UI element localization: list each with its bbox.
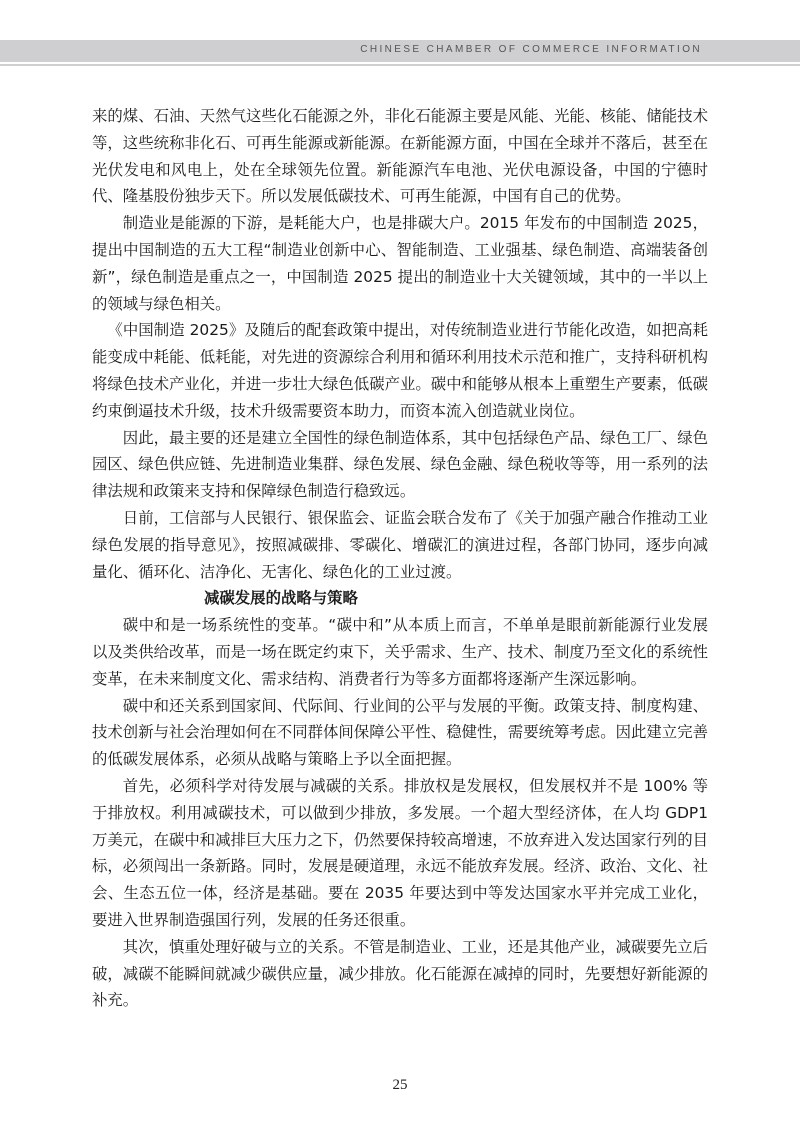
paragraph-3: 《中国制造 2025》及随后的配套政策中提出，对传统制造业进行节能化改造，如把高耗能变成中耗能、低耗能，对先进的资源综合利用和循环利用技术示范和推广，支持科研机构将绿色技术产业化，并进一步壮大绿色低碳产业。碳中和能够从根本上重塑生产要素，低碳约束倒逼技术升级，技术升级需要资本助力，而资本流入创造就业岗位。 bbox=[92, 321, 708, 420]
article-body bbox=[92, 103, 708, 1014]
paragraph-4: 因此，最主要的还是建立全国性的绿色制造体系，其中包括绿色产品、绿色工厂、绿色园区、绿色供应链、先进制造业集群、绿色发展、绿色金融、绿色税收等等，用一系列的法律法规和政策来支持和保障绿色制造行稳致远。 bbox=[92, 428, 708, 501]
paragraph-6: 碳中和是一场系统性的变革。“碳中和”从本质上而言，不单单是眼前新能源行业发展以及类供给改革，而是一场在既定约束下，关乎需求、生产、技术、制度乃至文化的系统性变革，在未来制度文化、需求结构、消费者行为等多方面都将逐渐产生深远影响。 bbox=[92, 616, 708, 688]
paragraph-1: 来的煤、石油、天然气这些化石能源之外，非化石能源主要是风能、光能、核能、储能技术等，这些统称非化石、可再生能源或新能源。在新能源方面，中国在全球并不落后，甚至在光伏发电和风电上，处在全球领先位置。新能源汽车电池、光伏电源设备，中国的宁德时代、隆基股份独步天下。所以发展低碳技术、可再生能源，中国有自己的优势。 bbox=[92, 107, 708, 206]
paragraph-7: 碳中和还关系到国家间、代际间、行业间的公平与发展的平衡。政策支持、制度构建、技术创新与社会治理如何在不同群体间保障公平性、稳健性，需要统筹考虑。因此建立完善的低碳发展体系，必须从战略与策略上予以全面把握。 bbox=[92, 696, 708, 769]
paragraph-2: 制造业是能源的下游，是耗能大户，也是排碳大户。2015 年发布的中国制造 2025，提出中国制造的五大工程“制造业创新中心、智能制造、工业强基、绿色制造、高端装备创新”，绿色制造是重点之一，中国制造 2025 提出的制造业十大关键领域，其中的一半以上的领域与绿色相关。 bbox=[92, 214, 708, 313]
page-number: 25 bbox=[392, 1077, 408, 1093]
header-rule bbox=[0, 64, 800, 66]
section-heading: 减碳发展的战略与策略 bbox=[204, 589, 358, 608]
paragraph-5: 日前，工信部与人民银行、银保监会、证监会联合发布了《关于加强产融合作推动工业绿色发展的指导意见》，按照减碳排、零碳化、增碳汇的演进过程，各部门协同，逐步向减量化、循环化、洁净化、无害化、绿色化的工业过渡。 bbox=[92, 508, 708, 581]
paragraph-9: 其次，慎重处理好破与立的关系。不管是制造业、工业，还是其他产业，减碳要先立后破，减碳不能瞬间就减少碳供应量，减少排放。化石能源在减掉的同时，先要想好新能源的补充。 bbox=[92, 937, 708, 1010]
running-header: CHINESE CHAMBER OF COMMERCE INFORMATION bbox=[360, 44, 702, 55]
paragraph-8: 首先，必须科学对待发展与减碳的关系。排放权是发展权，但发展权并不是 100% 等于排放权。利用减碳技术，可以做到少排放，多发展。一个超大型经济体，在人均 GDP1万美元，在碳中和减排巨大压力之下，仍然要保持较高增速，不放弃进入发达国家行列的目标，必须闯出一条新路。同时，发展是硬道理，永远不能放弃发展。经济、政治、文化、社会、生态五位一体，经济是基础。要在 2035 年要达到中等发达国家水平并完成工业化，要进入世界制造强国行列，发展的任务还很重。 bbox=[92, 776, 708, 929]
